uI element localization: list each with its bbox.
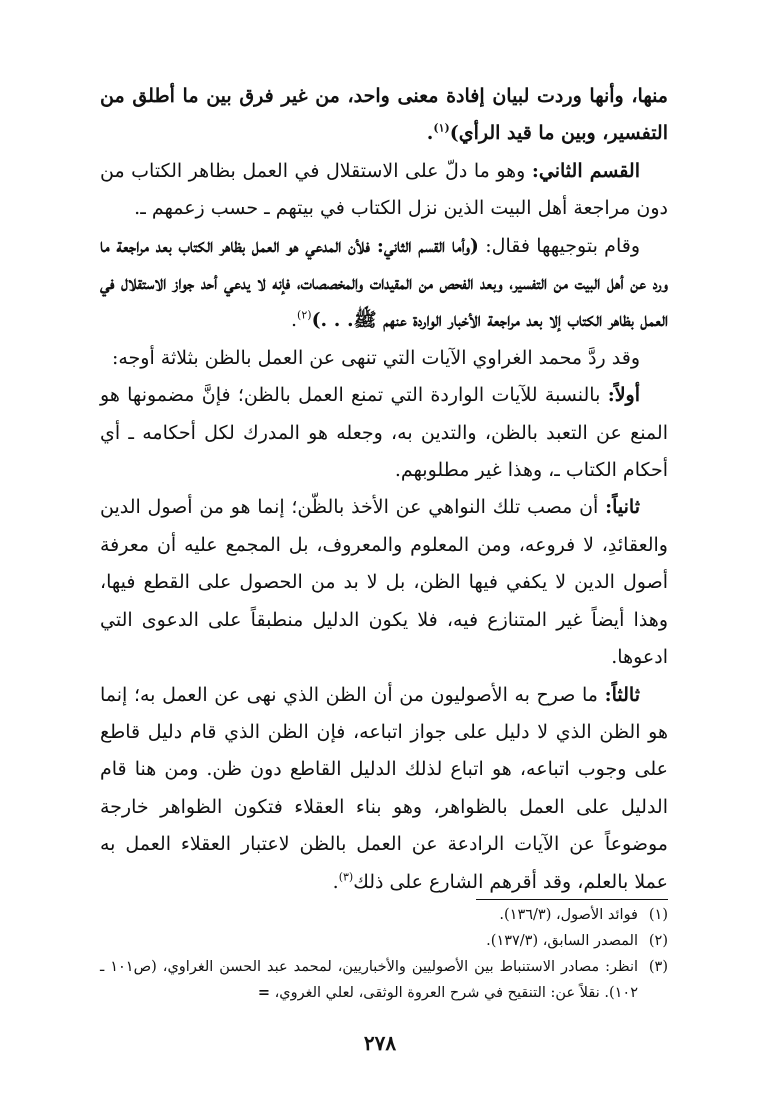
explanation-quote: (وأما القسم الثاني: فلأن المدعي هو العمل بظاهر الكتاب بعد مراجعة ما ورد عن أهل البيت من التفسير، وبعد الفحص من المقيدات والمخصصات، فإنه لا يدعي أحد جواز الاستقلال في العمل بظاهر الكتاب إلا بعد مراجعة الأخبار الواردة عنهم ﷺ. . .) — [100, 234, 668, 332]
footnote-number: (٣) — [648, 959, 668, 975]
paragraph-first-point — [100, 377, 668, 489]
quote-text: منها، وأنها وردت لبيان إفادة معنى واحد، من غير فرق بين ما أطلق من التفسير، وبين ما قيد الرأي) — [100, 85, 668, 145]
second-point-text: أن مصب تلك النواهي عن الأخذ بالظّن؛ إنما هو من أصول الدين والعقائدِ، لا فروعه، ومن المعلوم والمعروف، بل المجمع عليه أن معرفة أصول الدين لا يكفي فيها الظن، بل لا بد من الحصول على القطع فيها، وهذا أيضاً غير المتنازع فيه، فلا يكون الدليل منطبقاً على الدعوى التي ادعوها. — [100, 496, 668, 669]
section-label: القسم الثاني: — [531, 159, 640, 182]
footnote-ref-2: (٢) — [297, 309, 312, 323]
footnote-number: (٢) — [648, 933, 668, 949]
paragraph-second-section — [100, 153, 668, 228]
page-number: ٢٧٨ — [363, 1031, 397, 1055]
rebuttal-intro-text: وقد ردَّ محمد الغراوي الآيات التي تنهى عن العمل بالظن بثلاثة أوجه: — [111, 346, 640, 369]
paragraph-third-point — [100, 677, 668, 901]
first-point-label: أولاً: — [607, 384, 640, 407]
footnote-number: (١) — [648, 907, 668, 923]
main-text — [100, 78, 668, 901]
footnote-item — [100, 902, 668, 928]
paragraph-quote-continuation: منها، وأنها وردت لبيان إفادة معنى واحد، من غير فرق بين ما أطلق من التفسير، وبين ما قيد الرأي)$^{(١)}$. — [100, 85, 668, 145]
footnotes — [100, 902, 668, 1006]
third-point-text: ما صرح به الأصوليون من أن الظن الذي نهى عن العمل به؛ إنما هو الظن الذي لا دليل على جواز اتباعه، فإن الظن الذي قام دليل قاطع على وجوب اتباعه، هو اتباع لذلك الدليل القاطع دون ظن. ومن هنا قام الدليل على العمل بالظواهر، وهو بناء العقلاء فتكون الظواهر خارجة موضوعاً عن الآيات الرادعة عن العمل بالظن لاعتبار العقلاء العمل به عملا بالعلم، وقد أقرهم الشارع على ذلك — [100, 683, 668, 893]
paragraph-rebuttal-intro — [100, 340, 668, 377]
first-point-text: بالنسبة للآيات الواردة التي تمنع العمل بالظن؛ فإنَّ مضمونها هو المنع عن التعبد بالظن، والتدين به، وجعله هو المدرك لكل أحكامه ـ أي أحكام الكتاب ـ، وهذا غير مطلوبهم. — [100, 384, 668, 482]
footnote-ref-3: (٣) — [338, 870, 354, 884]
footnote-text-wrapper — [100, 954, 638, 1006]
section-text: وهو ما دلّ على الاستقلال في العمل بظاهر الكتاب من دون مراجعة أهل البيت الذين نزل الكتاب في بيتهم ـ حسب زعمهم ـ. — [100, 159, 668, 220]
footnote-text: انظر: مصادر الاستنباط بين الأصوليين والأخباريين، لمحمد عبد الحسن الغراوي، (ص١٠١ ـ ١٠٢). نقلاً عن: التنقيح في شرح العروة الوثقى، لعلي الغروي، — [100, 959, 639, 1001]
explanation-intro: وقام بتوجيهها فقال: — [478, 234, 640, 257]
paragraph-second-point — [100, 489, 668, 676]
paragraph-explanation: وقام بتوجيهها فقال: (وأما القسم الثاني: فلأن المدعي هو العمل بظاهر الكتاب بعد مراجعة ما ورد عن أهل البيت من التفسير، وبعد الفحص من المقيدات والمخصصات، فإنه لا يدعي أحد جواز الاستقلال في العمل بظاهر الكتاب إلا بعد مراجعة الأخبار الواردة عنهم ﷺ. . .)$^{(٢)}$. — [100, 234, 668, 332]
footnote-item — [100, 928, 668, 954]
footnote-separator — [476, 899, 668, 900]
footnote-text: المصدر السابق، (١٣٧/٣). — [486, 933, 638, 949]
footnote-text: فوائد الأصول، (١٣٦/٣). — [499, 907, 638, 923]
footnote-item — [100, 954, 668, 1006]
second-point-label: ثانياً: — [605, 496, 640, 519]
third-point-label: ثالثاً: — [604, 683, 640, 706]
continuation-mark: = — [257, 984, 270, 1001]
footnote-ref-1: (١) — [433, 122, 450, 136]
third-point-end: . — [332, 870, 339, 893]
